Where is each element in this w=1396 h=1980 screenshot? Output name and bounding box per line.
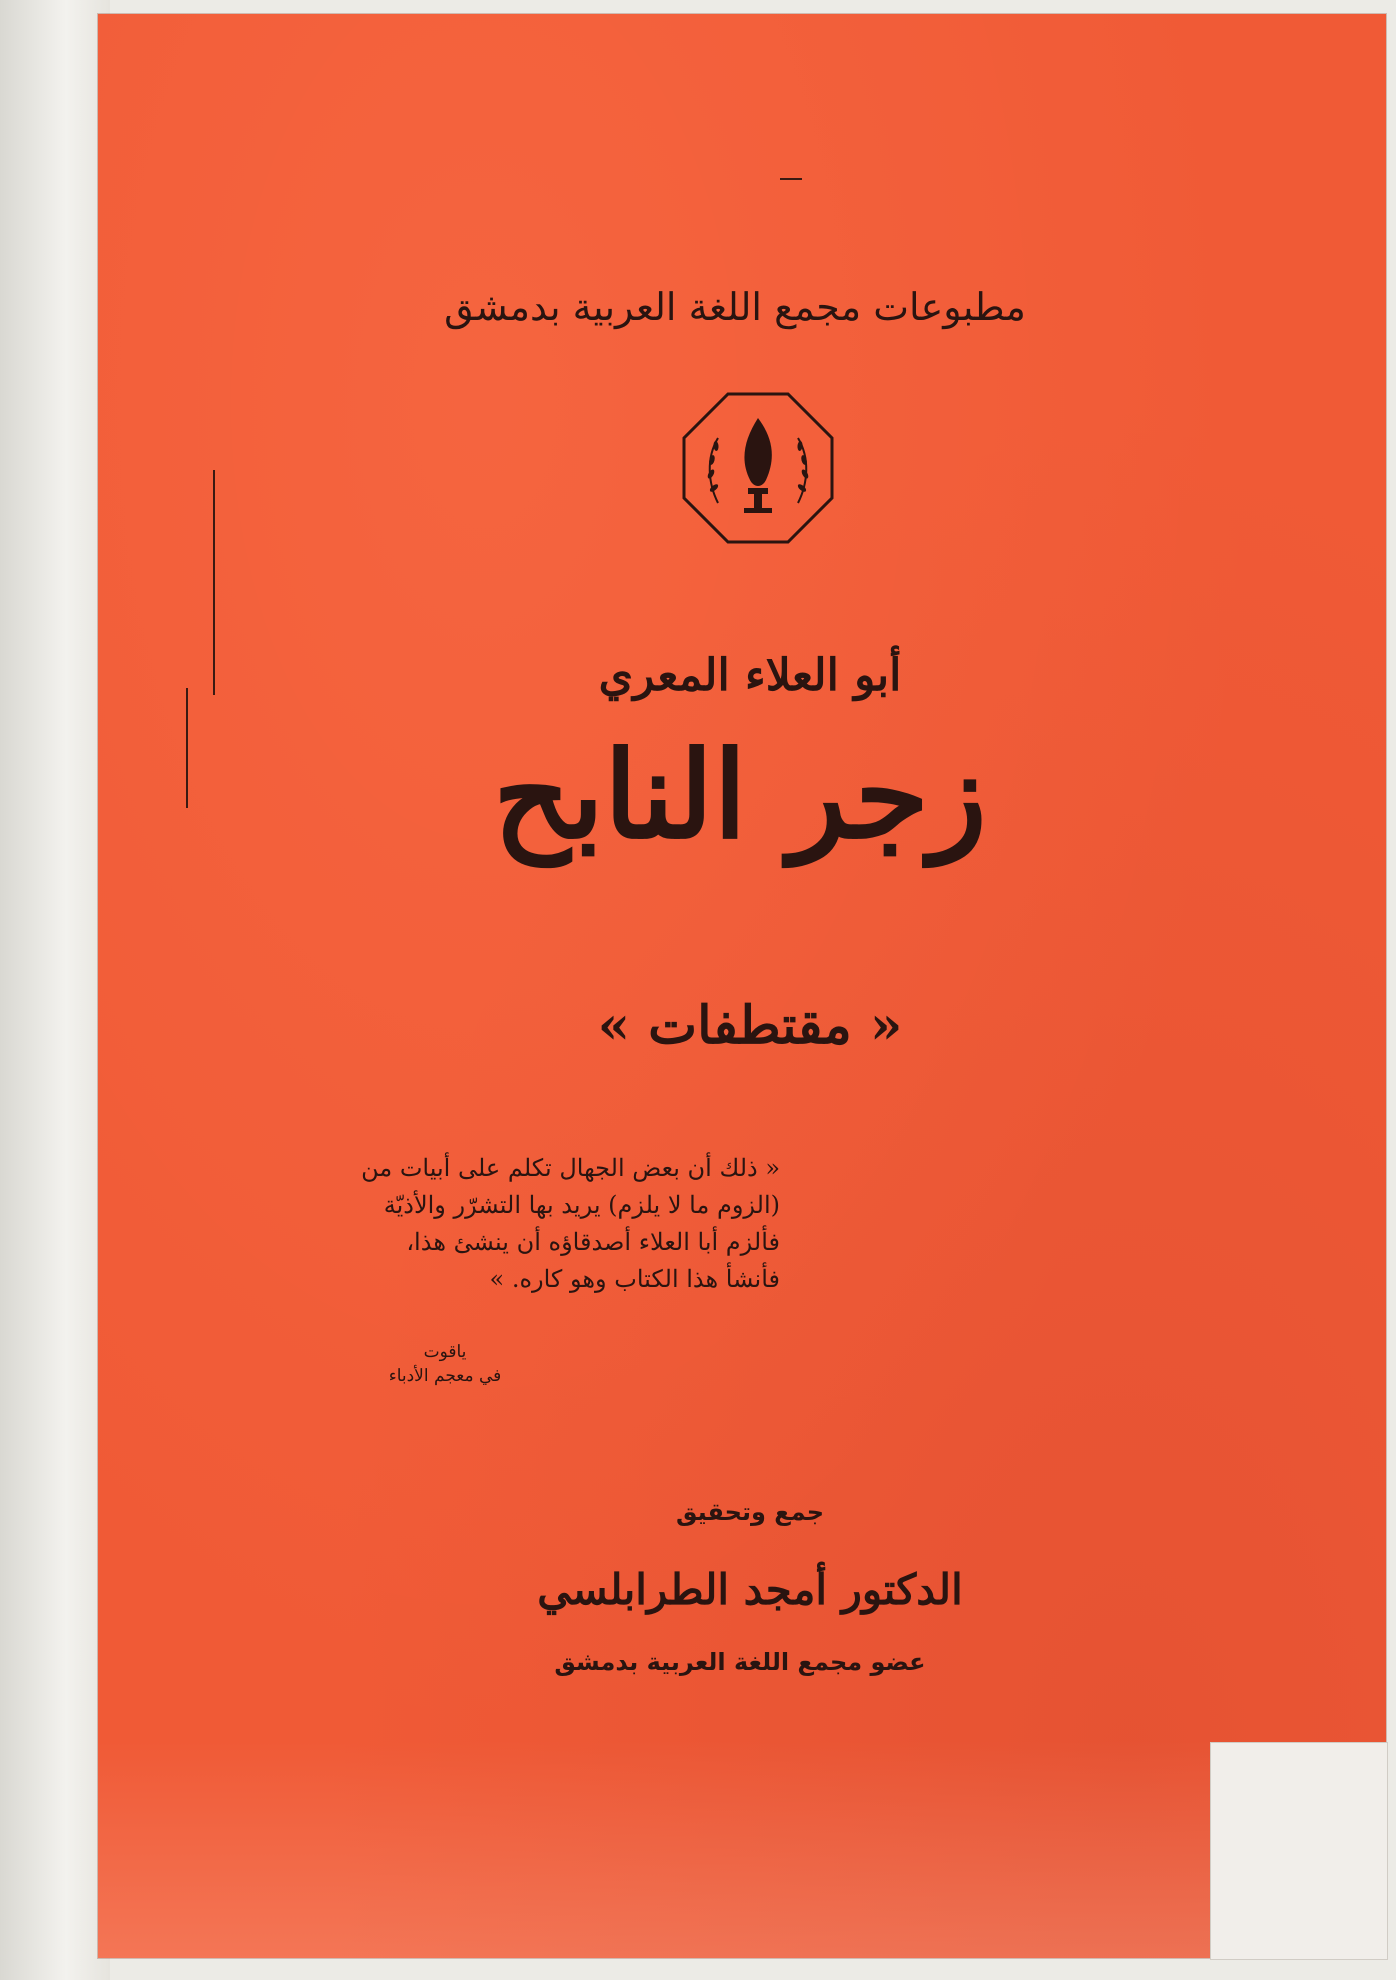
- book-subtitle: « مقتطفات »: [597, 995, 903, 1056]
- compiled-label: جمع وتحقيق: [675, 1498, 825, 1526]
- epigraph-quote: [360, 1150, 780, 1298]
- editor-name: الدكتور أمجد الطرابلسي: [537, 1565, 963, 1614]
- editor-affiliation: عضو مجمع اللغة العربية بدمشق: [554, 1648, 926, 1676]
- academy-emblem-icon: [678, 388, 838, 548]
- quote-line: فأنشأ هذا الكتاب وهو كاره. »: [489, 1265, 780, 1293]
- spine-strip: [0, 0, 110, 1980]
- publisher-series: مطبوعات مجمع اللغة العربية بدمشق: [444, 285, 1026, 329]
- author-name: أبو العلاء المعري: [598, 650, 902, 701]
- scratch-mark: [213, 470, 215, 695]
- book-title: زجر النابح: [493, 725, 987, 866]
- worn-bottom-edge: [98, 1740, 1386, 1958]
- quote-line: « ذلك أن بعض الجهال تكلم على أبيات من: [361, 1154, 780, 1182]
- tape-patch: [1210, 1742, 1388, 1960]
- quote-source: [360, 1340, 530, 1388]
- scratch-mark: [186, 688, 188, 808]
- quote-source-name: ياقوت: [423, 1342, 467, 1362]
- scratch-mark: [780, 178, 802, 180]
- quote-line: (الزوم ما لا يلزم) يريد بها التشرّر والأذيّة: [383, 1191, 780, 1219]
- quote-line: فألزم أبا العلاء أصدقاؤه أن ينشئ هذا،: [406, 1228, 780, 1256]
- quote-source-work: في معجم الأدباء: [388, 1366, 502, 1386]
